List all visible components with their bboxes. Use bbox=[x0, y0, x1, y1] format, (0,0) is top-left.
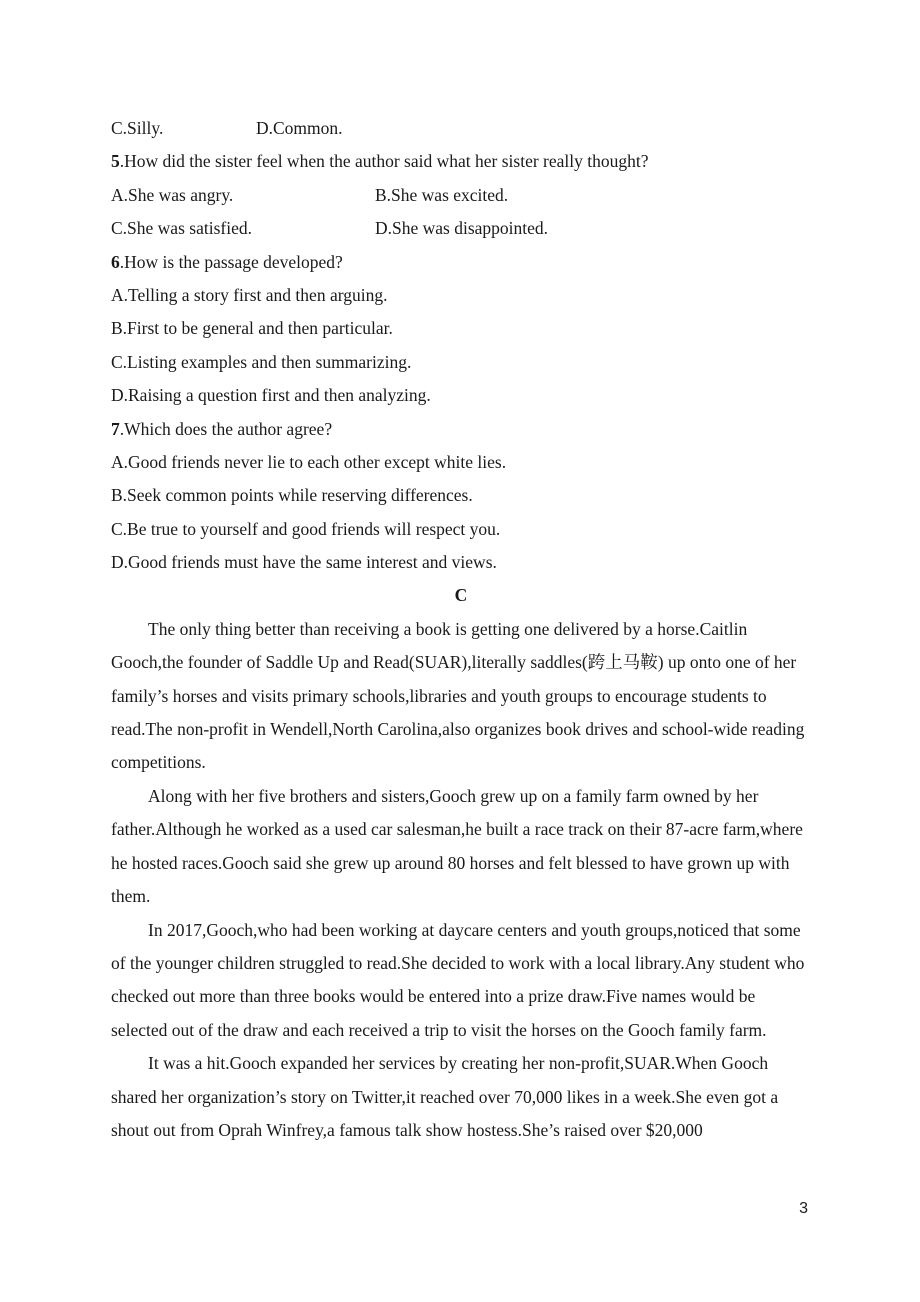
passage-paragraph-2: Along with her five brothers and sisters,Gooch grew up on a family farm owned by her father.Although he worked as a used car salesman,he built a race track on their 87-acre farm,where he hosted races.Gooch said she grew up around 80 horses and felt blessed to have grown up with them. bbox=[111, 785, 803, 907]
question-text: .How did the sister feel when the author said what her sister really thought? bbox=[119, 151, 649, 172]
option-a: A.She was angry. bbox=[111, 184, 234, 205]
question-number: 5 bbox=[111, 151, 120, 172]
option-a: A.Good friends never lie to each other except white lies. bbox=[111, 451, 507, 472]
question-text: .Which does the author agree? bbox=[119, 418, 333, 439]
option-d: D.Common. bbox=[256, 118, 343, 138]
passage-paragraph-4: It was a hit.Gooch expanded her services by creating her non-profit,SUAR.When Gooch shared her organization’s story on Twitter,it reached over 70,000 likes in a week.She even got a shout out from Oprah Winfrey,a famous talk show hostess.She’s raised over $20,000 bbox=[111, 1053, 779, 1140]
document-page bbox=[111, 112, 811, 1147]
question-5-options-row-2 bbox=[111, 212, 811, 245]
question-7-stem bbox=[111, 413, 811, 446]
option-d: D.She was disappointed. bbox=[375, 218, 549, 239]
passage-paragraph-3: In 2017,Gooch,who had been working at daycare centers and youth groups,noticed that some of the younger children struggled to read.She decided to work with a local library.Any student who checked out more than three books would be entered into a prize draw.Five names would be selected out of the draw and each received a trip to visit the horses on the Gooch family farm. bbox=[111, 919, 805, 1040]
question-6-stem bbox=[111, 246, 811, 279]
option-b: B.First to be general and then particular. bbox=[111, 318, 393, 339]
question-5-stem bbox=[111, 145, 811, 178]
option-b: B.Seek common points while reserving differences. bbox=[111, 485, 473, 506]
option-b: B.She was excited. bbox=[375, 184, 509, 205]
option-c: C.Be true to yourself and good friends will respect you. bbox=[111, 518, 501, 539]
question-4-options-tail bbox=[111, 112, 811, 145]
option-d: D.Raising a question first and then analyzing. bbox=[111, 385, 431, 406]
option-c: C.Silly. bbox=[111, 118, 164, 138]
option-c: C.She was satisfied. bbox=[111, 218, 252, 239]
question-5-options-row-1 bbox=[111, 179, 811, 212]
question-number: 7 bbox=[111, 418, 120, 439]
option-c: C.Listing examples and then summarizing. bbox=[111, 351, 412, 372]
option-a: A.Telling a story first and then arguing. bbox=[111, 284, 388, 305]
option-d: D.Good friends must have the same interest and views. bbox=[111, 552, 497, 573]
question-text: .How is the passage developed? bbox=[119, 251, 343, 272]
section-title: C bbox=[454, 585, 468, 606]
question-number: 6 bbox=[111, 251, 120, 272]
page-number: 3 bbox=[799, 1200, 808, 1217]
passage-paragraph-1: The only thing better than receiving a book is getting one delivered by a horse.Caitlin Gooch,the founder of Saddle Up and Read(SUAR),literally saddles(跨上马鞍) up onto one of her family’s horses and visits primary schools,libraries and youth groups to encourage students to read.The non-profit in Wendell,North Carolina,also organizes book drives and school-wide reading competitions. bbox=[111, 618, 805, 773]
